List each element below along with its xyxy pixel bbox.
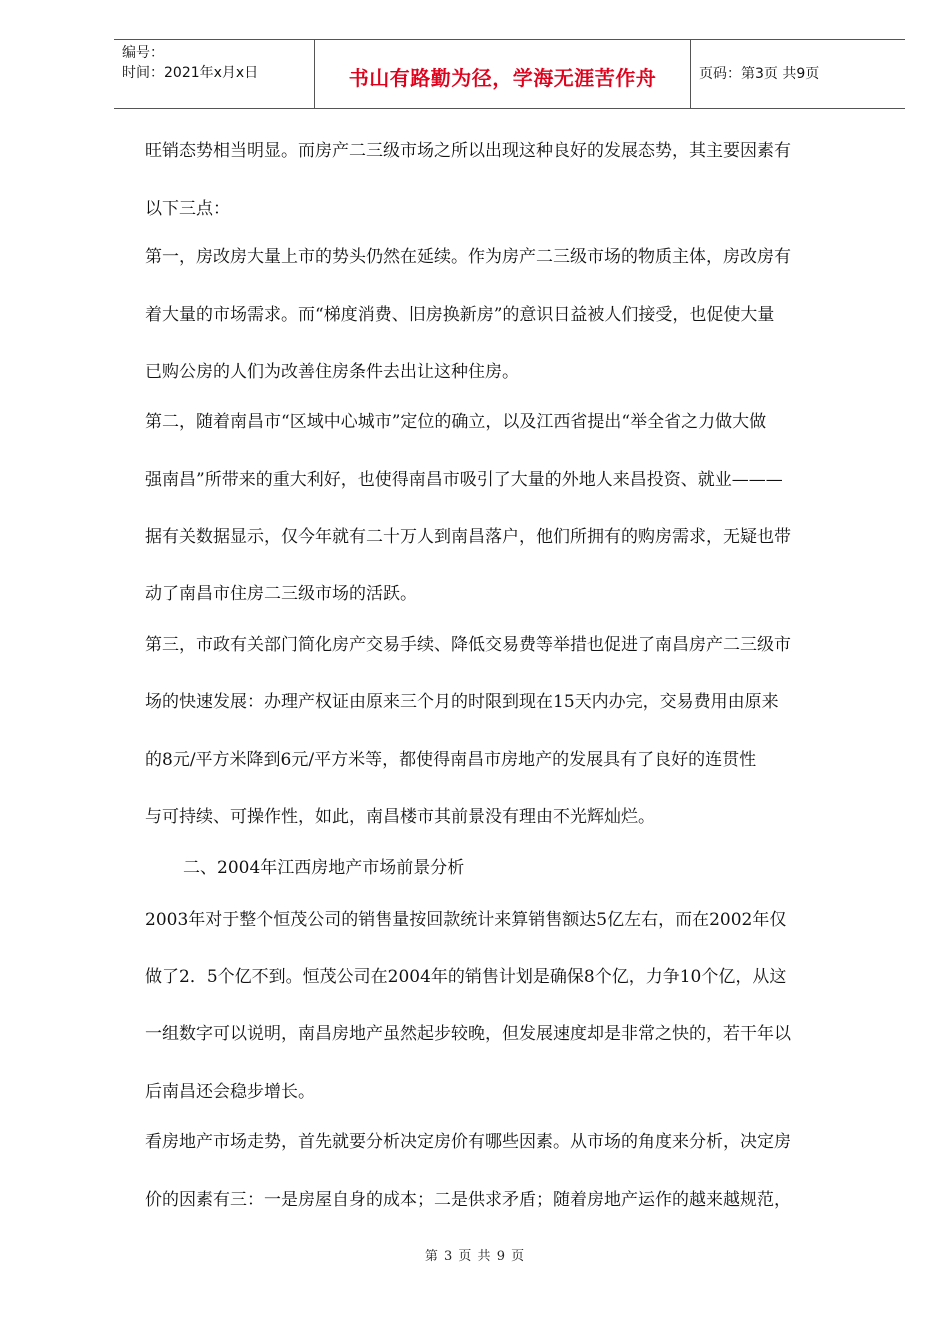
motto-text: 书山有路勤为径，学海无涯苦作舟 xyxy=(348,66,657,90)
date-label: 时间：2021年x月x日 xyxy=(122,65,259,81)
body-line: 第一，房改房大量上市的势头仍然在延续。作为房产二三级市场的物质主体，房改房有 xyxy=(145,247,791,267)
body-line: 以下三点： xyxy=(145,199,230,219)
document-header xyxy=(114,39,905,109)
header-meta-cell xyxy=(114,40,315,108)
body-line: 据有关数据显示，仅今年就有二十万人到南昌落户，他们所拥有的购房需求，无疑也带 xyxy=(145,527,791,547)
body-line: 看房地产市场走势，首先就要分析决定房价有哪些因素。从市场的角度来分析，决定房 xyxy=(145,1132,791,1152)
body-line: 与可持续、可操作性，如此，南昌楼市其前景没有理由不光辉灿烂。 xyxy=(145,807,655,827)
body-line: 第三，市政有关部门简化房产交易手续、降低交易费等举措也促进了南昌房产二三级市 xyxy=(145,635,791,655)
header-page-cell xyxy=(691,40,905,108)
section-heading: 二、2004年江西房地产市场前景分析 xyxy=(183,858,465,878)
body-line: 2003年对于整个恒茂公司的销售量按回款统计来算销售额达5亿左右，而在2002年仅 xyxy=(145,910,787,930)
body-line: 强南昌”所带来的重大利好，也使得南昌市吸引了大量的外地人来昌投资、就业——— xyxy=(145,470,783,490)
header-page-info: 页码：第3页 共9页 xyxy=(699,66,820,82)
body-line: 场的快速发展：办理产权证由原来三个月的时限到现在15天内办完，交易费用由原来 xyxy=(145,692,779,712)
body-line: 旺销态势相当明显。而房产二三级市场之所以出现这种良好的发展态势，其主要因素有 xyxy=(145,141,791,161)
header-motto-cell xyxy=(315,40,691,108)
body-line: 着大量的市场需求。而“梯度消费、旧房换新房”的意识日益被人们接受，也促使大量 xyxy=(145,305,775,325)
body-line: 动了南昌市住房二三级市场的活跃。 xyxy=(145,584,417,604)
body-line: 第二，随着南昌市“区域中心城市”定位的确立，以及江西省提出“举全省之力做大做 xyxy=(145,412,767,432)
page-footer: 第 3 页 共 9 页 xyxy=(424,1249,526,1264)
body-line: 已购公房的人们为改善住房条件去出让这种住房。 xyxy=(145,362,519,382)
body-line: 后南昌还会稳步增长。 xyxy=(145,1082,315,1102)
serial-number-label: 编号： xyxy=(122,45,164,61)
body-line: 的8元/平方米降到6元/平方米等，都使得南昌市房地产的发展具有了良好的连贯性 xyxy=(145,750,757,770)
body-line: 做了2．5个亿不到。恒茂公司在2004年的销售计划是确保8个亿，力争10个亿，从这 xyxy=(145,967,787,987)
body-line: 价的因素有三：一是房屋自身的成本；二是供求矛盾；随着房地产运作的越来越规范， xyxy=(145,1190,791,1210)
body-line: 一组数字可以说明，南昌房地产虽然起步较晚，但发展速度却是非常之快的，若干年以 xyxy=(145,1024,791,1044)
